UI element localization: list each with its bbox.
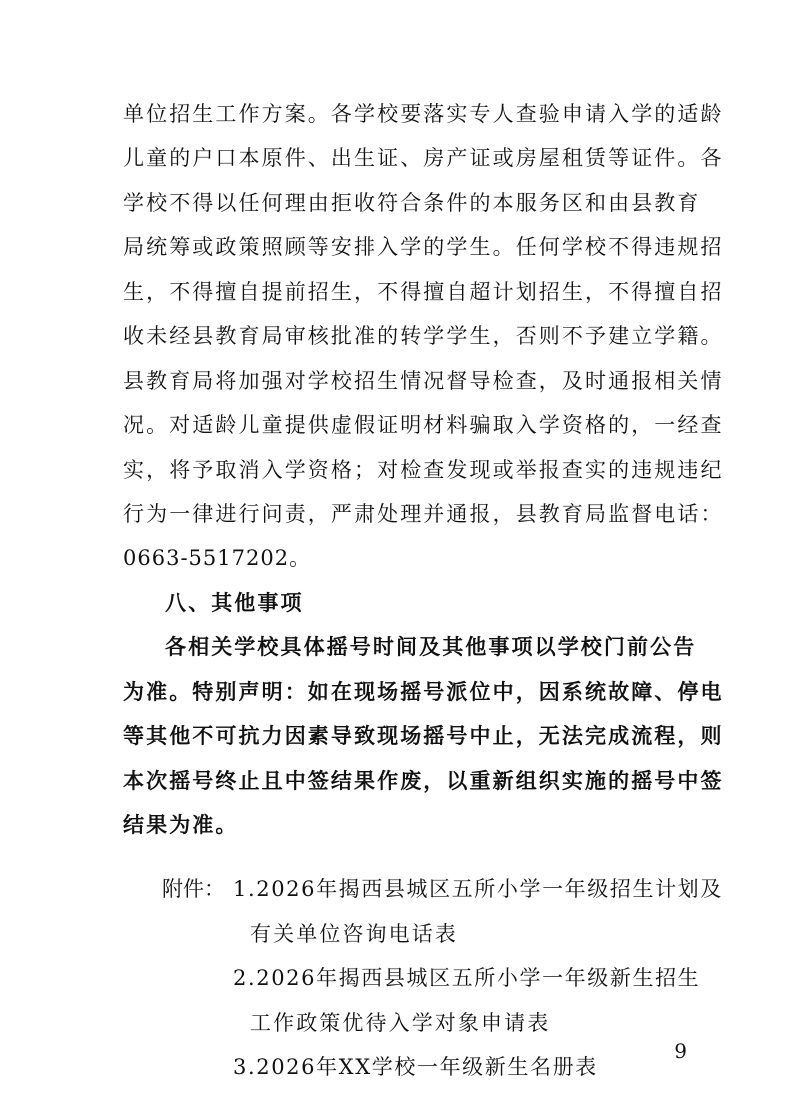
notice-line: 结果为准。 xyxy=(123,812,239,837)
body-line: 收未经县教育局审核批准的转学学生，否则不予建立学籍。 xyxy=(123,324,724,348)
attachment-item: 有关单位咨询电话表 xyxy=(250,922,458,946)
body-line: 况。对适龄儿童提供虚假证明材料骗取入学资格的，一经查 xyxy=(123,413,724,437)
body-line: 生，不得擅自提前招生，不得擅自超计划招生，不得擅自招 xyxy=(123,280,724,304)
body-line: 0663-5517202。 xyxy=(123,546,312,570)
page-number: 9 xyxy=(674,1039,687,1063)
body-line: 县教育局将加强对学校招生情况督导检查，及时通报相关情 xyxy=(123,369,724,393)
body-line: 儿童的户口本原件、出生证、房产证或房屋租赁等证件。各 xyxy=(123,146,724,170)
body-line: 实，将予取消入学资格；对检查发现或举报查实的违规违纪 xyxy=(123,458,724,482)
body-line: 行为一律进行问责，严肃处理并通报，县教育局监督电话： xyxy=(123,502,724,526)
notice-line: 各相关学校具体摇号时间及其他事项以学校门前公告 xyxy=(165,634,697,659)
attachments-label: 附件： xyxy=(162,877,225,901)
notice-line: 等其他不可抗力因素导致现场摇号中止，无法完成流程，则 xyxy=(123,723,724,748)
body-line: 单位招生工作方案。各学校要落实专人查验申请入学的适龄 xyxy=(123,102,724,126)
notice-line: 本次摇号终止且中签结果作废，以重新组织实施的摇号中签 xyxy=(123,768,724,793)
attachment-item: 1.2026年揭西县城区五所小学一年级招生计划及 xyxy=(233,877,723,901)
section-heading: 八、其他事项 xyxy=(165,590,304,615)
notice-line: 为准。特别声明：如在现场摇号派位中，因系统故障、停电 xyxy=(123,679,724,704)
attachment-item: 2.2026年揭西县城区五所小学一年级新生招生 xyxy=(233,966,701,990)
attachment-item: 3.2026年XX学校一年级新生名册表 xyxy=(233,1055,598,1079)
attachment-item: 工作政策优待入学对象申请表 xyxy=(250,1011,551,1035)
body-line: 局统筹或政策照顾等安排入学的学生。任何学校不得违规招 xyxy=(123,235,724,259)
body-line: 学校不得以任何理由拒收符合条件的本服务区和由县教育 xyxy=(123,191,701,215)
